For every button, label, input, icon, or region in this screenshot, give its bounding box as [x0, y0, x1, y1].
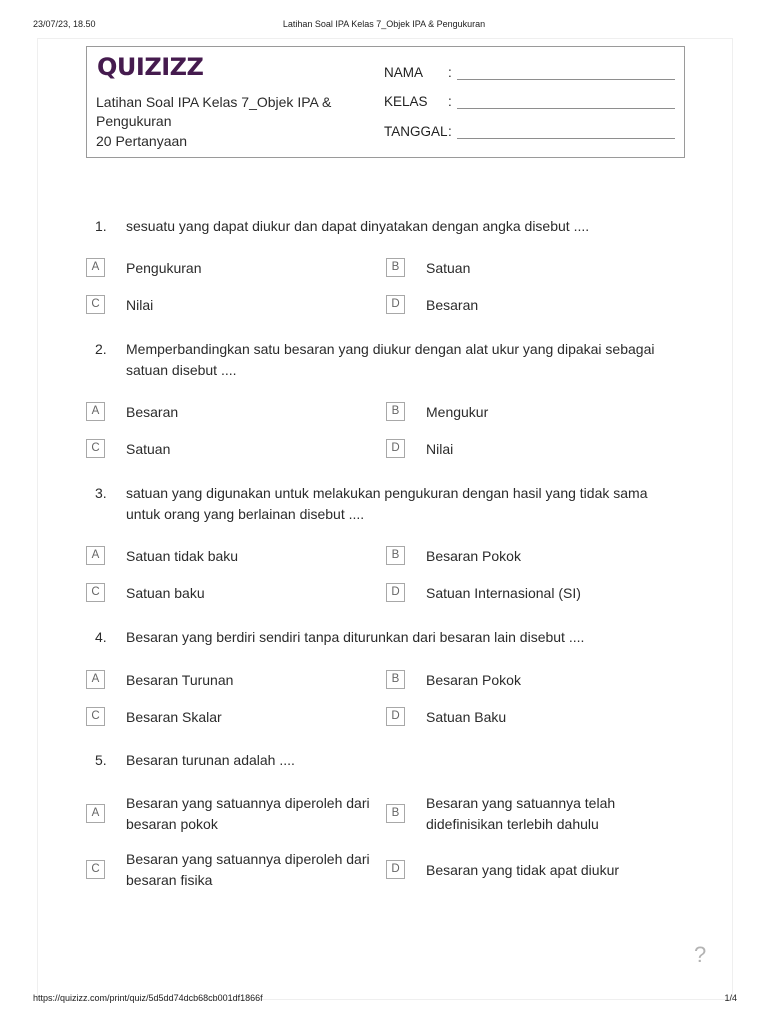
option-text: Pengukuran — [126, 260, 202, 276]
question-number: 3. — [95, 485, 107, 501]
print-header — [0, 0, 768, 40]
class-line[interactable] — [457, 108, 675, 109]
class-colon: : — [448, 94, 452, 109]
option-text: Satuan Internasional (SI) — [426, 585, 581, 601]
question-text: Memperbandingkan satu besaran yang diukur dengan alat ukur yang dipakai sebagai satuan disebut .... — [126, 341, 655, 378]
option-letter-box: C — [86, 707, 105, 726]
option-text: Satuan tidak baku — [126, 548, 239, 564]
option-text: Besaran Pokok — [426, 548, 521, 564]
option-letter-box: D — [386, 707, 405, 726]
help-icon[interactable]: ? — [694, 942, 707, 967]
option-letter-box: A — [86, 402, 105, 421]
option-letter-box: B — [386, 670, 405, 689]
question-number: 4. — [95, 629, 107, 645]
name-colon: : — [448, 65, 452, 80]
option-letter-box: C — [86, 439, 105, 458]
option-text: Besaran yang satuannya diperoleh dari besaran pokok — [126, 795, 370, 832]
name-field[interactable] — [384, 65, 456, 80]
question-text: sesuatu yang dapat diukur dan dapat dinyatakan dengan angka disebut .... — [126, 218, 590, 234]
option-letter-box: B — [386, 402, 405, 421]
option-letter-box: C — [86, 860, 105, 879]
option-text: Satuan — [426, 260, 471, 276]
option-text: Satuan — [126, 441, 171, 457]
option-letter-box: D — [386, 860, 405, 879]
date-field[interactable] — [384, 124, 456, 139]
print-url: https://quizizz.com/print/quiz/5d5dd74dcb68cb001df1866f — [33, 993, 263, 1003]
option-text: Besaran — [426, 297, 479, 313]
option-letter-box: D — [386, 439, 405, 458]
option-text: Besaran Skalar — [126, 709, 222, 725]
date-line[interactable] — [457, 138, 675, 139]
quiz-header-box — [86, 46, 685, 158]
option-text: Besaran yang satuannya telah didefinisikan terlebih dahulu — [426, 795, 616, 832]
option-letter-box: C — [86, 583, 105, 602]
option-text: Satuan baku — [126, 585, 205, 601]
quiz-title: Latihan Soal IPA Kelas 7_Objek IPA & Pengukuran — [96, 94, 332, 129]
page-number: 1/4 — [724, 993, 737, 1003]
date-colon: : — [448, 124, 452, 139]
question-text: Besaran turunan adalah .... — [126, 752, 295, 768]
option-letter-box: B — [386, 546, 405, 565]
class-label: KELAS — [384, 94, 428, 109]
option-letter-box: A — [86, 804, 105, 823]
question-number: 1. — [95, 218, 107, 234]
name-line[interactable] — [457, 79, 675, 80]
print-title: Latihan Soal IPA Kelas 7_Objek IPA & Pengukuran — [282, 19, 486, 29]
print-date: 23/07/23, 18.50 — [33, 19, 96, 29]
option-letter-box: B — [386, 258, 405, 277]
option-text: Besaran yang tidak apat diukur — [426, 862, 620, 878]
option-text: Besaran Turunan — [126, 672, 234, 688]
question-text: satuan yang digunakan untuk melakukan pengukuran dengan hasil yang tidak sama untuk orang yang berlainan disebut .... — [126, 485, 648, 522]
name-label: NAMA — [384, 65, 424, 80]
option-text: Nilai — [426, 441, 454, 457]
date-label: TANGGAL — [384, 124, 448, 139]
option-letter-box: A — [86, 258, 105, 277]
option-text: Satuan Baku — [426, 709, 507, 725]
option-text: Nilai — [126, 297, 154, 313]
option-letter-box: D — [386, 583, 405, 602]
option-text: Besaran yang satuannya diperoleh dari besaran fisika — [126, 851, 370, 888]
quizizz-logo: QUIZIZZ — [97, 53, 204, 81]
class-field[interactable] — [384, 94, 456, 109]
question-number: 5. — [95, 752, 107, 768]
question-count: 20 Pertanyaan — [96, 133, 188, 149]
option-letter-box: C — [86, 295, 105, 314]
option-letter-box: A — [86, 546, 105, 565]
question-text: Besaran yang berdiri sendiri tanpa diturunkan dari besaran lain disebut .... — [126, 629, 585, 645]
question-number: 2. — [95, 341, 107, 357]
option-text: Besaran — [126, 404, 179, 420]
option-text: Mengukur — [426, 404, 489, 420]
option-text: Besaran Pokok — [426, 672, 521, 688]
option-letter-box: D — [386, 295, 405, 314]
option-letter-box: A — [86, 670, 105, 689]
option-letter-box: B — [386, 804, 405, 823]
